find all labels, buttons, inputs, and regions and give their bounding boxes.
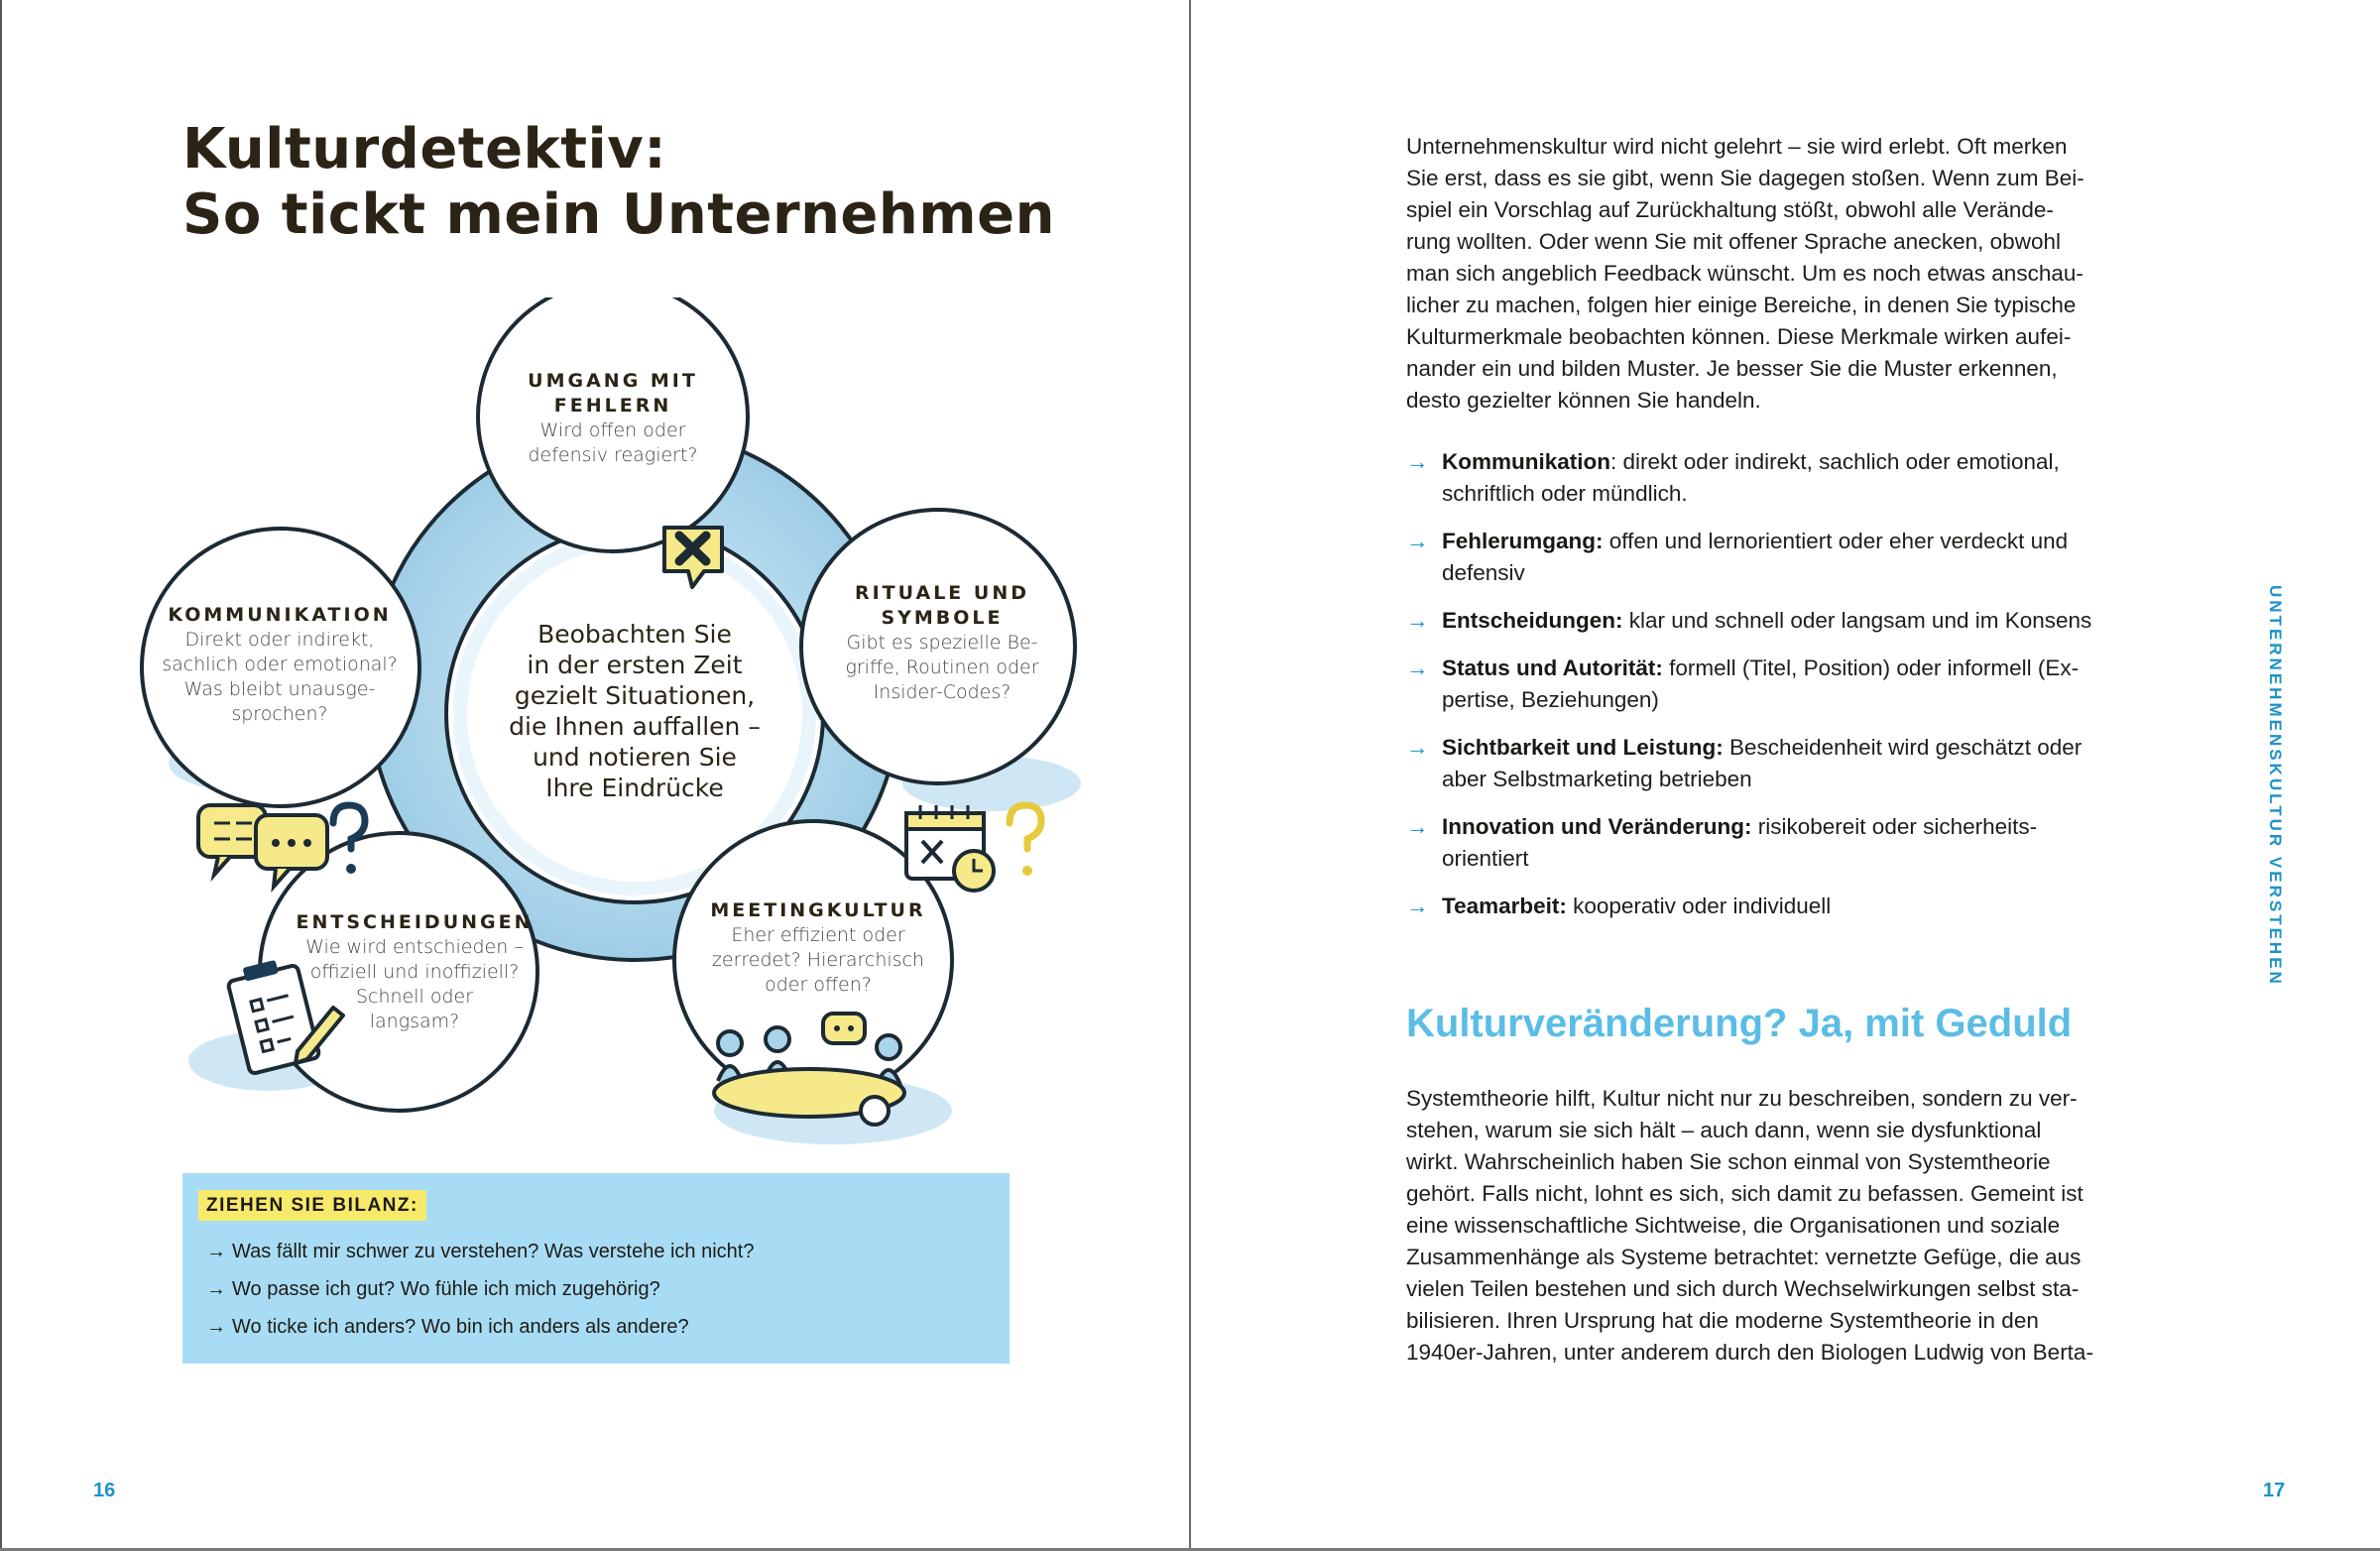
text-line: Kulturmerkmale beobachten können. Diese Merkmale wirken aufei-	[1406, 324, 2072, 349]
feature-term: Kommunikation	[1442, 449, 1611, 474]
bubble-heading: KOMMUNIKATION	[168, 604, 392, 626]
text-line: rung wollten. Oder wenn Sie mit offener Sprache anecken, obwohl	[1406, 229, 2061, 254]
arrow-right-icon: →	[1406, 656, 1429, 680]
feature-term: Status und Autorität:	[1442, 656, 1663, 680]
feature-text: : direkt oder indirekt, sachlich oder emotional,	[1610, 449, 2060, 474]
book-spine-divider	[1189, 0, 1191, 1551]
bilanz-list	[206, 1239, 754, 1352]
bilanz-item	[206, 1276, 754, 1314]
feature-term: Fehlerumgang:	[1442, 529, 1604, 553]
text-line: nander ein und bilden Muster. Je besser Sie die Muster erkennen,	[1406, 356, 2058, 381]
feature-item	[1406, 891, 2180, 922]
bilanz-item-text: Was fällt mir schwer zu verstehen? Was verstehe ich nicht?	[232, 1241, 755, 1262]
feature-line	[1442, 811, 2180, 843]
bubble-body: sachlich oder emotional?	[162, 654, 398, 675]
arrow-right-icon: →	[1406, 814, 1429, 839]
feature-term: Sichtbarkeit und Leistung:	[1442, 735, 1724, 760]
title-line: So tickt mein Unternehmen	[182, 182, 1055, 247]
arrow-right-icon: →	[206, 1278, 226, 1300]
arrow-right-icon: →	[1406, 449, 1429, 474]
page-title	[182, 117, 1055, 248]
center-instruction	[476, 619, 793, 803]
feature-text: offen und lernorientiert oder eher verdeckt und	[1603, 529, 2069, 553]
feature-item	[1406, 605, 2180, 637]
feature-line	[1442, 446, 2180, 478]
feature-item	[1406, 653, 2180, 716]
arrow-right-icon: →	[1406, 529, 1429, 553]
text-line: spiel ein Vorschlag auf Zurückhaltung stößt, obwohl alle Verände-	[1406, 197, 2054, 222]
arrow-right-icon: →	[206, 1241, 226, 1262]
feature-line: pertise, Beziehungen)	[1442, 687, 1659, 712]
bubble-text-rituals	[823, 581, 1061, 705]
feature-text: kooperativ oder individuell	[1566, 894, 1832, 918]
feature-item	[1406, 811, 2180, 875]
feature-item	[1406, 732, 2180, 795]
systemtheory-paragraph	[1406, 1083, 2170, 1369]
text-line: 1940er-Jahren, unter anderem durch den Biologen Ludwig von Berta-	[1406, 1340, 2093, 1365]
feature-line	[1442, 653, 2180, 684]
text-line: wirkt. Wahrscheinlich haben Sie schon einmal von Systemtheorie	[1406, 1149, 2051, 1174]
page-number-left: 16	[93, 1480, 116, 1501]
text-line: gehört. Falls nicht, lohnt es sich, sich damit zu befassen. Gemeint ist	[1406, 1181, 2083, 1206]
culture-feature-list	[1406, 446, 2180, 938]
chapter-side-label: UNTERNEHMENSKULTUR VERSTEHEN	[2266, 585, 2285, 987]
feature-line	[1442, 526, 2180, 557]
bubble-text-decisions	[276, 910, 553, 1034]
text-line: eine wissenschaftliche Sichtweise, die Organisationen und soziale	[1406, 1213, 2061, 1238]
feature-text: formell (Titel, Position) oder informell (Ex-	[1662, 656, 2080, 680]
bubble-text-meetings	[694, 898, 942, 998]
text-line: Systemtheorie hilft, Kultur nicht nur zu beschreiben, sondern zu ver-	[1406, 1086, 2078, 1111]
center-line: in der ersten Zeit	[527, 651, 743, 679]
feature-line: aber Selbstmarketing betrieben	[1442, 767, 1752, 791]
arrow-right-icon: →	[1406, 608, 1429, 633]
bilanz-item	[206, 1314, 754, 1352]
bubble-body: defensiv reagiert?	[528, 444, 698, 466]
bubble-body: zerredet? Hierarchisch	[711, 949, 925, 971]
text-line: licher zu machen, folgen hier einige Bereiche, in denen Sie typische	[1406, 293, 2077, 317]
text-line: stehen, warum sie sich hält – auch dann, wenn sie dysfunktional	[1406, 1118, 2042, 1142]
center-line: Ihre Eindrücke	[545, 774, 724, 802]
culture-diagram	[139, 298, 1130, 1150]
text-line: Sie erst, dass es sie gibt, wenn Sie dagegen stoßen. Wenn zum Bei-	[1406, 166, 2084, 190]
bubble-body: Eher effizient oder	[731, 924, 905, 946]
bubble-body: Insider-Codes?	[873, 681, 1012, 703]
feature-line	[1442, 732, 2180, 764]
feature-text: risikobereit oder sicherheits-	[1751, 814, 2038, 839]
bubble-body: Gibt es spezielle Be-	[846, 632, 1038, 654]
text-line: bilisieren. Ihren Ursprung hat die moderne Systemtheorie in den	[1406, 1308, 2039, 1333]
arrow-right-icon: →	[206, 1316, 226, 1338]
bubble-heading: RITUALE UND	[854, 582, 1029, 604]
text-line: desto gezielter können Sie handeln.	[1406, 388, 1761, 413]
feature-term: Entscheidungen:	[1442, 608, 1623, 633]
center-line: die Ihnen auffallen –	[509, 712, 761, 741]
feature-line: defensiv	[1442, 560, 1525, 585]
bubble-heading: UMGANG MIT	[528, 370, 698, 392]
bubble-heading: SYMBOLE	[881, 607, 1004, 629]
intro-paragraph	[1406, 131, 2170, 417]
bubble-heading: MEETINGKULTUR	[710, 899, 926, 921]
feature-item	[1406, 446, 2180, 510]
calendar-clock-question-icon	[906, 805, 1041, 891]
bilanz-heading: ZIEHEN SIE BILANZ:	[198, 1190, 426, 1221]
center-line: gezielt Situationen,	[514, 681, 756, 710]
bilanz-item-text: Wo passe ich gut? Wo fühle ich mich zugehörig?	[232, 1278, 660, 1300]
feature-line: schriftlich oder mündlich.	[1442, 481, 1688, 506]
bubble-body: Schnell oder	[355, 986, 474, 1008]
bubble-body: Wie wird entschieden –	[305, 936, 524, 958]
bilanz-item-text: Wo ticke ich anders? Wo bin ich anders als andere?	[232, 1316, 689, 1338]
bubble-body: Wird offen oder	[539, 419, 686, 441]
center-line: und notieren Sie	[533, 743, 737, 772]
bubble-text-error-handling	[504, 369, 722, 468]
feature-text: Bescheidenheit wird geschätzt oder	[1723, 735, 2082, 760]
page-number-right: 17	[2263, 1480, 2286, 1501]
feature-line	[1442, 605, 2180, 637]
bubble-body: sprochen?	[231, 703, 328, 725]
bubble-body: oder offen?	[765, 974, 872, 996]
feature-term: Innovation und Veränderung:	[1442, 814, 1752, 839]
feature-line	[1442, 891, 2180, 922]
feature-text: klar und schnell oder langsam und im Konsens	[1622, 608, 2092, 633]
bilanz-item	[206, 1239, 754, 1276]
center-line: Beobachten Sie	[537, 620, 732, 649]
feature-line: orientiert	[1442, 846, 1529, 871]
title-line: Kulturdetektiv:	[182, 117, 667, 181]
bubble-heading: FEHLERN	[553, 395, 672, 417]
bubble-text-communication	[149, 603, 411, 727]
bubble-body: offiziell und inoffiziell?	[309, 961, 520, 983]
feature-item	[1406, 526, 2180, 589]
text-line: vielen Teilen bestehen und sich durch Wechselwirkungen selbst sta-	[1406, 1276, 2080, 1301]
arrow-right-icon: →	[1406, 894, 1429, 918]
text-line: Unternehmenskultur wird nicht gelehrt – sie wird erlebt. Oft merken	[1406, 134, 2068, 159]
feature-term: Teamarbeit:	[1442, 894, 1567, 918]
text-line: man sich angeblich Feedback wünscht. Um es noch etwas anschau-	[1406, 261, 2083, 286]
bilanz-box	[182, 1173, 1010, 1364]
bubble-body: langsam?	[369, 1011, 460, 1032]
arrow-right-icon: →	[1406, 735, 1429, 760]
section-heading: Kulturveränderung? Ja, mit Geduld	[1406, 1002, 2073, 1045]
text-line: Zusammenhänge als Systeme betrachtet: vernetzte Gefüge, die aus	[1406, 1245, 2082, 1269]
bubble-heading: ENTSCHEIDUNGEN	[296, 911, 534, 933]
bubble-body: Was bleibt unausge-	[183, 678, 376, 700]
bubble-body: Direkt oder indirekt,	[184, 629, 375, 651]
bubble-body: griffe, Routinen oder	[845, 656, 1039, 678]
